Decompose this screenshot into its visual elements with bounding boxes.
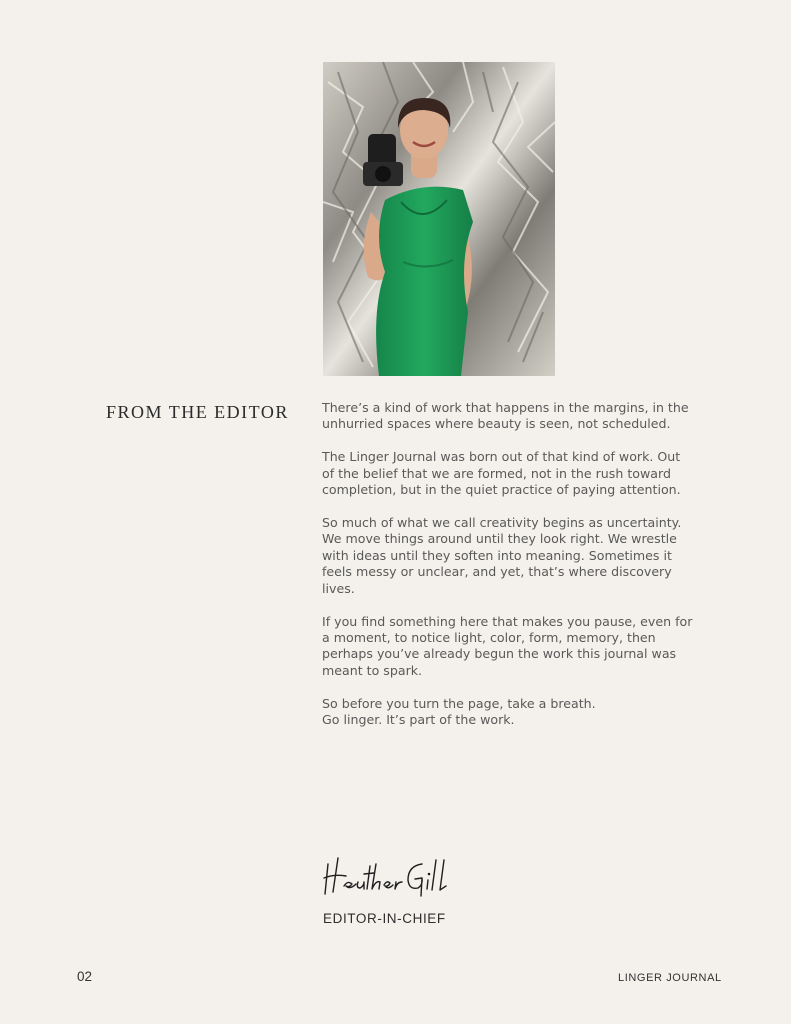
letter-paragraph: So much of what we call creativity begins as uncertainty. We move things around until they look right. We wrestle with ideas until they soften into meaning. Sometimes it feels messy or unclear, and yet, that’s where discovery lives. (322, 515, 682, 596)
signature-role: EDITOR-IN-CHIEF (323, 911, 446, 926)
page-number: 02 (77, 969, 93, 984)
letter-paragraph: There’s a kind of work that happens in the margins, in the unhurried spaces where beauty is seen, not scheduled. (322, 400, 689, 432)
journal-name: LINGER JOURNAL (618, 972, 722, 984)
letter-paragraph: So before you turn the page, take a breath. Go linger. It’s part of the work. (322, 695, 596, 728)
editor-portrait-illustration (323, 62, 555, 376)
editor-signature (322, 852, 452, 900)
letter-paragraph: If you find something here that makes you pause, even for a moment, to notice light, color, form, memory, then perhaps you’ve already begun the work this journal was meant to spark. (322, 613, 693, 678)
editor-photo (323, 62, 555, 376)
letter-paragraph: The Linger Journal was born out of that kind of work. Out of the belief that we are formed, not in the rush toward completion, but in the quiet practice of paying attention. (322, 449, 681, 498)
editor-letter (322, 400, 694, 745)
section-title: FROM THE EDITOR (106, 402, 289, 422)
